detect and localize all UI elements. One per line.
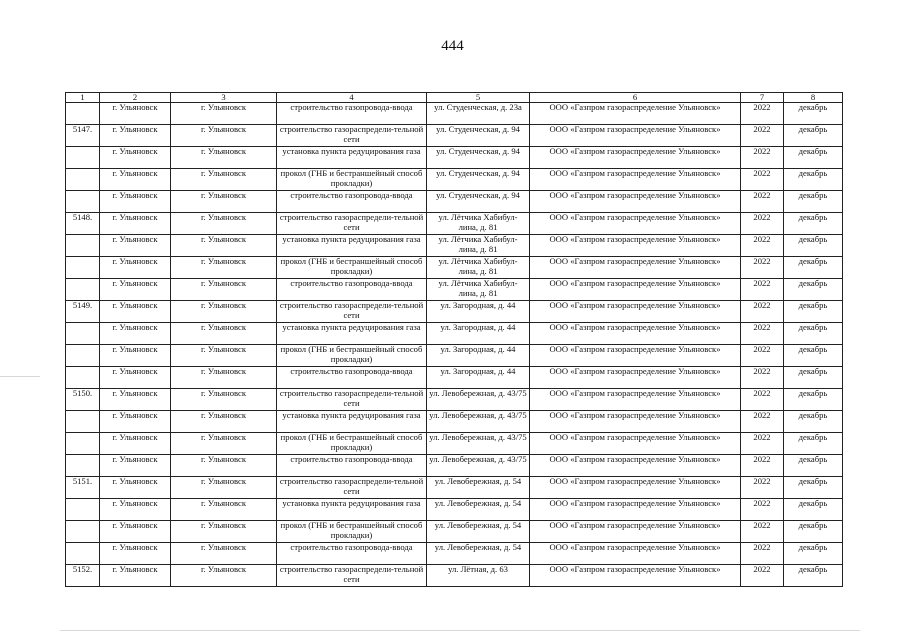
table-row <box>66 301 843 323</box>
row-number <box>66 323 100 345</box>
organization-cell: ООО «Газпром газораспределение Ульяновск» <box>530 213 741 235</box>
city-cell: г. Ульяновск <box>100 279 171 301</box>
year-cell: 2022 <box>741 543 784 565</box>
page-number: 444 <box>441 38 464 54</box>
organization-cell: ООО «Газпром газораспределение Ульяновск» <box>530 455 741 477</box>
organization-cell: ООО «Газпром газораспределение Ульяновск» <box>530 345 741 367</box>
table-row <box>66 477 843 499</box>
row-number <box>66 279 100 301</box>
district-cell: г. Ульяновск <box>171 521 277 543</box>
table-row <box>66 279 843 301</box>
column-header: 3 <box>171 93 277 103</box>
organization-cell: ООО «Газпром газораспределение Ульяновск» <box>530 191 741 213</box>
row-number <box>66 411 100 433</box>
address-cell: ул. Студенческая, д. 94 <box>427 147 530 169</box>
year-cell: 2022 <box>741 169 784 191</box>
address-cell: ул. Левобережная, д. 43/75 <box>427 411 530 433</box>
city-cell: г. Ульяновск <box>100 213 171 235</box>
table-row <box>66 345 843 367</box>
month-cell: декабрь <box>784 301 843 323</box>
month-cell: декабрь <box>784 565 843 587</box>
table-row <box>66 521 843 543</box>
district-cell: г. Ульяновск <box>171 191 277 213</box>
row-number <box>66 345 100 367</box>
district-cell: г. Ульяновск <box>171 257 277 279</box>
month-cell: декабрь <box>784 345 843 367</box>
work-type-cell: установка пункта редуцирования газа <box>277 411 427 433</box>
organization-cell: ООО «Газпром газораспределение Ульяновск» <box>530 257 741 279</box>
organization-cell: ООО «Газпром газораспределение Ульяновск» <box>530 543 741 565</box>
organization-cell: ООО «Газпром газораспределение Ульяновск» <box>530 477 741 499</box>
year-cell: 2022 <box>741 521 784 543</box>
organization-cell: ООО «Газпром газораспределение Ульяновск» <box>530 499 741 521</box>
district-cell: г. Ульяновск <box>171 345 277 367</box>
city-cell: г. Ульяновск <box>100 389 171 411</box>
address-cell: ул. Левобережная, д. 43/75 <box>427 389 530 411</box>
year-cell: 2022 <box>741 411 784 433</box>
scan-artifact <box>0 376 40 377</box>
district-cell: г. Ульяновск <box>171 543 277 565</box>
address-cell: ул. Лётчика Хабибул-лина, д. 81 <box>427 213 530 235</box>
row-number <box>66 455 100 477</box>
year-cell: 2022 <box>741 455 784 477</box>
month-cell: декабрь <box>784 235 843 257</box>
work-type-cell: строительство газораспредели-тельной сети <box>277 477 427 499</box>
month-cell: декабрь <box>784 279 843 301</box>
organization-cell: ООО «Газпром газораспределение Ульяновск» <box>530 411 741 433</box>
work-type-cell: прокол (ГНБ и бестраншейный способ прокладки) <box>277 257 427 279</box>
table-row <box>66 323 843 345</box>
year-cell: 2022 <box>741 213 784 235</box>
month-cell: декабрь <box>784 169 843 191</box>
work-type-cell: строительство газораспредели-тельной сети <box>277 565 427 587</box>
address-cell: ул. Загородная, д. 44 <box>427 301 530 323</box>
address-cell: ул. Левобережная, д. 54 <box>427 543 530 565</box>
district-cell: г. Ульяновск <box>171 499 277 521</box>
district-cell: г. Ульяновск <box>171 169 277 191</box>
organization-cell: ООО «Газпром газораспределение Ульяновск» <box>530 367 741 389</box>
column-header: 5 <box>427 93 530 103</box>
district-cell: г. Ульяновск <box>171 147 277 169</box>
work-type-cell: строительство газопровода-ввода <box>277 367 427 389</box>
year-cell: 2022 <box>741 433 784 455</box>
district-cell: г. Ульяновск <box>171 279 277 301</box>
district-cell: г. Ульяновск <box>171 367 277 389</box>
row-number: 5151. <box>66 477 100 499</box>
city-cell: г. Ульяновск <box>100 323 171 345</box>
work-type-cell: установка пункта редуцирования газа <box>277 235 427 257</box>
city-cell: г. Ульяновск <box>100 169 171 191</box>
column-header: 4 <box>277 93 427 103</box>
works-table <box>65 92 843 587</box>
table-row <box>66 565 843 587</box>
month-cell: декабрь <box>784 103 843 125</box>
address-cell: ул. Левобережная, д. 43/75 <box>427 433 530 455</box>
address-cell: ул. Студенческая, д. 23а <box>427 103 530 125</box>
address-cell: ул. Левобережная, д. 54 <box>427 521 530 543</box>
district-cell: г. Ульяновск <box>171 389 277 411</box>
year-cell: 2022 <box>741 345 784 367</box>
organization-cell: ООО «Газпром газораспределение Ульяновск» <box>530 301 741 323</box>
year-cell: 2022 <box>741 257 784 279</box>
year-cell: 2022 <box>741 125 784 147</box>
work-type-cell: строительство газораспредели-тельной сети <box>277 301 427 323</box>
month-cell: декабрь <box>784 455 843 477</box>
header-row <box>66 93 843 103</box>
month-cell: декабрь <box>784 521 843 543</box>
organization-cell: ООО «Газпром газораспределение Ульяновск» <box>530 323 741 345</box>
row-number: 5152. <box>66 565 100 587</box>
table-row <box>66 543 843 565</box>
work-type-cell: строительство газопровода-ввода <box>277 279 427 301</box>
district-cell: г. Ульяновск <box>171 455 277 477</box>
year-cell: 2022 <box>741 477 784 499</box>
table-row <box>66 213 843 235</box>
address-cell: ул. Студенческая, д. 94 <box>427 125 530 147</box>
organization-cell: ООО «Газпром газораспределение Ульяновск» <box>530 521 741 543</box>
month-cell: декабрь <box>784 499 843 521</box>
district-cell: г. Ульяновск <box>171 301 277 323</box>
work-type-cell: строительство газораспредели-тельной сети <box>277 389 427 411</box>
organization-cell: ООО «Газпром газораспределение Ульяновск» <box>530 147 741 169</box>
address-cell: ул. Левобережная, д. 54 <box>427 477 530 499</box>
scan-artifact <box>60 630 860 631</box>
table-row <box>66 367 843 389</box>
year-cell: 2022 <box>741 367 784 389</box>
work-type-cell: строительство газопровода-ввода <box>277 543 427 565</box>
column-header: 8 <box>784 93 843 103</box>
row-number <box>66 521 100 543</box>
table-row <box>66 191 843 213</box>
row-number <box>66 169 100 191</box>
month-cell: декабрь <box>784 147 843 169</box>
month-cell: декабрь <box>784 433 843 455</box>
month-cell: декабрь <box>784 389 843 411</box>
year-cell: 2022 <box>741 191 784 213</box>
work-type-cell: установка пункта редуцирования газа <box>277 323 427 345</box>
address-cell: ул. Лётная, д. 63 <box>427 565 530 587</box>
month-cell: декабрь <box>784 323 843 345</box>
district-cell: г. Ульяновск <box>171 477 277 499</box>
month-cell: декабрь <box>784 213 843 235</box>
district-cell: г. Ульяновск <box>171 125 277 147</box>
work-type-cell: установка пункта редуцирования газа <box>277 147 427 169</box>
table-row <box>66 235 843 257</box>
column-header: 1 <box>66 93 100 103</box>
work-type-cell: прокол (ГНБ и бестраншейный способ прокладки) <box>277 169 427 191</box>
city-cell: г. Ульяновск <box>100 191 171 213</box>
year-cell: 2022 <box>741 279 784 301</box>
address-cell: ул. Загородная, д. 44 <box>427 367 530 389</box>
row-number <box>66 433 100 455</box>
month-cell: декабрь <box>784 191 843 213</box>
month-cell: декабрь <box>784 367 843 389</box>
address-cell: ул. Загородная, д. 44 <box>427 323 530 345</box>
row-number <box>66 235 100 257</box>
column-header: 2 <box>100 93 171 103</box>
table-row <box>66 455 843 477</box>
district-cell: г. Ульяновск <box>171 213 277 235</box>
organization-cell: ООО «Газпром газораспределение Ульяновск» <box>530 169 741 191</box>
organization-cell: ООО «Газпром газораспределение Ульяновск» <box>530 279 741 301</box>
district-cell: г. Ульяновск <box>171 235 277 257</box>
city-cell: г. Ульяновск <box>100 411 171 433</box>
work-type-cell: строительство газопровода-ввода <box>277 455 427 477</box>
row-number <box>66 257 100 279</box>
year-cell: 2022 <box>741 301 784 323</box>
work-type-cell: строительство газораспредели-тельной сети <box>277 213 427 235</box>
organization-cell: ООО «Газпром газораспределение Ульяновск» <box>530 433 741 455</box>
work-type-cell: прокол (ГНБ и бестраншейный способ прокладки) <box>277 433 427 455</box>
year-cell: 2022 <box>741 565 784 587</box>
district-cell: г. Ульяновск <box>171 433 277 455</box>
address-cell: ул. Лётчика Хабибул-лина, д. 81 <box>427 279 530 301</box>
district-cell: г. Ульяновск <box>171 565 277 587</box>
row-number <box>66 543 100 565</box>
table-row <box>66 411 843 433</box>
work-type-cell: прокол (ГНБ и бестраншейный способ прокладки) <box>277 521 427 543</box>
city-cell: г. Ульяновск <box>100 455 171 477</box>
city-cell: г. Ульяновск <box>100 125 171 147</box>
row-number: 5150. <box>66 389 100 411</box>
table-row <box>66 433 843 455</box>
month-cell: декабрь <box>784 543 843 565</box>
row-number: 5148. <box>66 213 100 235</box>
address-cell: ул. Левобережная, д. 43/75 <box>427 455 530 477</box>
year-cell: 2022 <box>741 323 784 345</box>
city-cell: г. Ульяновск <box>100 433 171 455</box>
month-cell: декабрь <box>784 411 843 433</box>
organization-cell: ООО «Газпром газораспределение Ульяновск» <box>530 565 741 587</box>
district-cell: г. Ульяновск <box>171 323 277 345</box>
city-cell: г. Ульяновск <box>100 235 171 257</box>
table-body <box>66 103 843 587</box>
organization-cell: ООО «Газпром газораспределение Ульяновск» <box>530 389 741 411</box>
row-number <box>66 367 100 389</box>
table-row <box>66 125 843 147</box>
year-cell: 2022 <box>741 147 784 169</box>
city-cell: г. Ульяновск <box>100 521 171 543</box>
row-number: 5147. <box>66 125 100 147</box>
table-row <box>66 499 843 521</box>
table-row <box>66 103 843 125</box>
month-cell: декабрь <box>784 125 843 147</box>
work-type-cell: строительство газораспредели-тельной сети <box>277 125 427 147</box>
column-header: 7 <box>741 93 784 103</box>
city-cell: г. Ульяновск <box>100 257 171 279</box>
city-cell: г. Ульяновск <box>100 103 171 125</box>
table-row <box>66 169 843 191</box>
organization-cell: ООО «Газпром газораспределение Ульяновск» <box>530 125 741 147</box>
work-type-cell: строительство газопровода-ввода <box>277 103 427 125</box>
address-cell: ул. Левобережная, д. 54 <box>427 499 530 521</box>
work-type-cell: прокол (ГНБ и бестраншейный способ прокладки) <box>277 345 427 367</box>
year-cell: 2022 <box>741 235 784 257</box>
year-cell: 2022 <box>741 499 784 521</box>
table-row <box>66 147 843 169</box>
row-number <box>66 147 100 169</box>
address-cell: ул. Лётчика Хабибул-лина, д. 81 <box>427 257 530 279</box>
year-cell: 2022 <box>741 103 784 125</box>
city-cell: г. Ульяновск <box>100 367 171 389</box>
district-cell: г. Ульяновск <box>171 411 277 433</box>
city-cell: г. Ульяновск <box>100 301 171 323</box>
district-cell: г. Ульяновск <box>171 103 277 125</box>
city-cell: г. Ульяновск <box>100 565 171 587</box>
row-number <box>66 103 100 125</box>
organization-cell: ООО «Газпром газораспределение Ульяновск» <box>530 235 741 257</box>
city-cell: г. Ульяновск <box>100 477 171 499</box>
organization-cell: ООО «Газпром газораспределение Ульяновск» <box>530 103 741 125</box>
city-cell: г. Ульяновск <box>100 147 171 169</box>
row-number: 5149. <box>66 301 100 323</box>
work-type-cell: строительство газопровода-ввода <box>277 191 427 213</box>
address-cell: ул. Загородная, д. 44 <box>427 345 530 367</box>
row-number <box>66 191 100 213</box>
work-type-cell: установка пункта редуцирования газа <box>277 499 427 521</box>
table-row <box>66 389 843 411</box>
address-cell: ул. Студенческая, д. 94 <box>427 169 530 191</box>
city-cell: г. Ульяновск <box>100 345 171 367</box>
column-header: 6 <box>530 93 741 103</box>
month-cell: декабрь <box>784 257 843 279</box>
city-cell: г. Ульяновск <box>100 499 171 521</box>
table-row <box>66 257 843 279</box>
city-cell: г. Ульяновск <box>100 543 171 565</box>
month-cell: декабрь <box>784 477 843 499</box>
row-number <box>66 499 100 521</box>
year-cell: 2022 <box>741 389 784 411</box>
address-cell: ул. Студенческая, д. 94 <box>427 191 530 213</box>
address-cell: ул. Лётчика Хабибул-лина, д. 81 <box>427 235 530 257</box>
